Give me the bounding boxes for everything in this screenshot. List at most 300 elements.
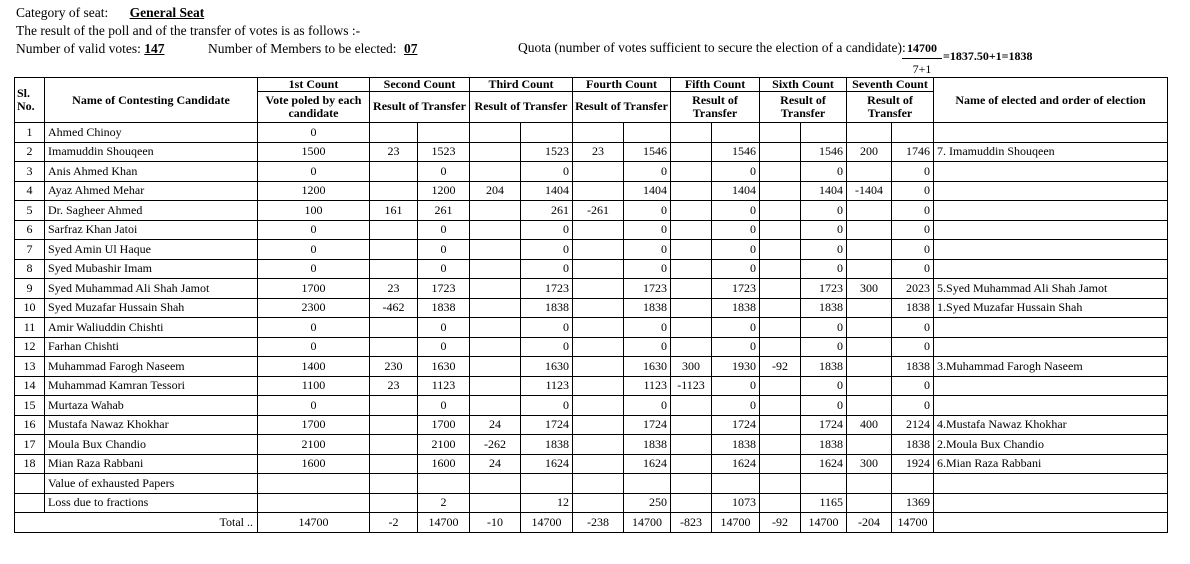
row-cell-t4	[573, 454, 624, 474]
row-cell-t5: -1123	[671, 376, 712, 396]
total-cell-c1: 14700	[258, 513, 370, 533]
row-cell-r4: 1838	[624, 298, 671, 318]
table-row	[15, 240, 1168, 260]
row-cell-r6: 0	[801, 318, 847, 338]
row-cell-t5	[671, 493, 712, 513]
row-cell-t3	[470, 337, 521, 357]
row-elected	[934, 493, 1168, 513]
row-cell-t2: 23	[370, 376, 418, 396]
total-cell-t4: -238	[573, 513, 624, 533]
row-cell-r7: 0	[892, 162, 934, 182]
row-cell-t3	[470, 220, 521, 240]
row-cell-t2	[370, 240, 418, 260]
table-row	[15, 181, 1168, 201]
row-cell-t5	[671, 415, 712, 435]
row-cell-t5	[671, 298, 712, 318]
members-value: 07	[403, 41, 418, 56]
row-cell-c1: 0	[258, 123, 370, 143]
results-body	[15, 123, 1168, 533]
row-cell-t7	[847, 220, 892, 240]
row-cell-c1: 0	[258, 162, 370, 182]
row-cell-r5: 1723	[712, 279, 760, 299]
row-cell-t3: -262	[470, 435, 521, 455]
row-cell-r5	[712, 123, 760, 143]
header-first-count-sub: Vote poled by each candidate	[258, 92, 370, 123]
header-fourth-transfer: Result of Transfer	[573, 92, 671, 123]
row-cell-t4: -261	[573, 201, 624, 221]
row-elected	[934, 337, 1168, 357]
header-third-count: Third Count	[470, 78, 573, 92]
row-cell-t6	[760, 337, 801, 357]
category-line	[16, 6, 204, 20]
row-cell-r2: 1600	[418, 454, 470, 474]
row-cell-t7	[847, 493, 892, 513]
row-cell-r4: 250	[624, 493, 671, 513]
row-cell-t5	[671, 240, 712, 260]
row-cell-r7: 0	[892, 240, 934, 260]
row-sl: 1	[15, 123, 45, 143]
row-cell-t3	[470, 142, 521, 162]
row-cell-t4	[573, 279, 624, 299]
total-row	[15, 513, 1168, 533]
total-cell-r5: 14700	[712, 513, 760, 533]
row-cell-r2: 0	[418, 162, 470, 182]
row-cell-t4	[573, 123, 624, 143]
row-sl: 8	[15, 259, 45, 279]
row-cell-r2: 0	[418, 220, 470, 240]
row-cell-t6	[760, 415, 801, 435]
row-cell-r6: 0	[801, 337, 847, 357]
row-cell-r4: 1123	[624, 376, 671, 396]
row-cell-r7: 0	[892, 201, 934, 221]
row-cell-c1: 0	[258, 259, 370, 279]
row-cell-r2: 1123	[418, 376, 470, 396]
row-cell-c1: 2300	[258, 298, 370, 318]
row-cell-r7: 0	[892, 181, 934, 201]
row-cell-r6: 1838	[801, 298, 847, 318]
total-cell-t2: -2	[370, 513, 418, 533]
row-cell-c1: 0	[258, 318, 370, 338]
members-label: Number of Members to be elected:	[208, 41, 397, 56]
table-row	[15, 220, 1168, 240]
header-first-count: 1st Count	[258, 78, 370, 92]
row-cell-r3: 0	[521, 162, 573, 182]
row-cell-r4: 1624	[624, 454, 671, 474]
row-cell-r2: 0	[418, 318, 470, 338]
row-sl: 10	[15, 298, 45, 318]
row-cell-t7: -1404	[847, 181, 892, 201]
row-cell-r2: 0	[418, 240, 470, 260]
row-cell-c1: 1100	[258, 376, 370, 396]
row-cell-t3	[470, 162, 521, 182]
row-cell-t3: 204	[470, 181, 521, 201]
table-row	[15, 318, 1168, 338]
header-seventh-count: Seventh Count	[847, 78, 934, 92]
row-cell-t4	[573, 162, 624, 182]
row-cell-r5: 1724	[712, 415, 760, 435]
row-cell-r7: 0	[892, 318, 934, 338]
row-candidate-name: Moula Bux Chandio	[45, 435, 258, 455]
row-cell-t3	[470, 318, 521, 338]
total-cell-r3: 14700	[521, 513, 573, 533]
row-cell-r4: 1723	[624, 279, 671, 299]
row-cell-r7: 0	[892, 396, 934, 416]
row-candidate-name: Syed Muhammad Ali Shah Jamot	[45, 279, 258, 299]
row-cell-t2: 230	[370, 357, 418, 377]
row-cell-r5: 0	[712, 396, 760, 416]
row-cell-r5: 1404	[712, 181, 760, 201]
table-row	[15, 357, 1168, 377]
row-cell-t5	[671, 201, 712, 221]
table-row	[15, 415, 1168, 435]
row-cell-t7	[847, 162, 892, 182]
row-cell-r6: 0	[801, 396, 847, 416]
row-cell-c1: 0	[258, 220, 370, 240]
row-cell-t3	[470, 396, 521, 416]
row-cell-t3	[470, 376, 521, 396]
row-cell-t3	[470, 123, 521, 143]
row-elected: 7. Imamuddin Shouqeen	[934, 142, 1168, 162]
row-sl	[15, 493, 45, 513]
row-candidate-name: Syed Muzafar Hussain Shah	[45, 298, 258, 318]
row-cell-t3	[470, 279, 521, 299]
row-cell-r3: 12	[521, 493, 573, 513]
row-cell-r2: 1200	[418, 181, 470, 201]
row-elected	[934, 123, 1168, 143]
row-cell-r6: 1838	[801, 357, 847, 377]
row-sl: 7	[15, 240, 45, 260]
row-cell-t3	[470, 201, 521, 221]
row-elected: 4.Mustafa Nawaz Khokhar	[934, 415, 1168, 435]
header-sixth-transfer: Result of Transfer	[760, 92, 847, 123]
row-cell-t5	[671, 435, 712, 455]
row-sl: 18	[15, 454, 45, 474]
row-elected	[934, 240, 1168, 260]
row-cell-r7: 1838	[892, 357, 934, 377]
row-candidate-name: Loss due to fractions	[45, 493, 258, 513]
row-cell-r2	[418, 474, 470, 494]
row-cell-t4	[573, 357, 624, 377]
table-row	[15, 474, 1168, 494]
row-cell-r4: 1630	[624, 357, 671, 377]
row-elected	[934, 259, 1168, 279]
row-cell-t2: 161	[370, 201, 418, 221]
row-cell-t5	[671, 454, 712, 474]
row-cell-t6	[760, 435, 801, 455]
row-cell-r6: 0	[801, 201, 847, 221]
row-cell-r7	[892, 123, 934, 143]
header-seventh-transfer: Result of Transfer	[847, 92, 934, 123]
row-cell-r3: 1838	[521, 435, 573, 455]
row-cell-t7	[847, 396, 892, 416]
results-table	[14, 77, 1168, 533]
row-cell-t7	[847, 123, 892, 143]
row-cell-t6	[760, 376, 801, 396]
total-label: Total ..	[15, 513, 258, 533]
row-cell-r4: 0	[624, 162, 671, 182]
row-cell-c1	[258, 474, 370, 494]
header-fourth-count: Fourth Count	[573, 78, 671, 92]
table-row	[15, 162, 1168, 182]
row-elected: 2.Moula Bux Chandio	[934, 435, 1168, 455]
row-cell-t2	[370, 259, 418, 279]
header-sixth-count: Sixth Count	[760, 78, 847, 92]
row-cell-t2	[370, 181, 418, 201]
row-cell-r6: 0	[801, 259, 847, 279]
result-line: The result of the poll and of the transfer of votes is as follows :-	[16, 23, 361, 38]
valid-votes-line	[16, 42, 164, 56]
row-cell-t2	[370, 493, 418, 513]
row-cell-r3: 1724	[521, 415, 573, 435]
row-cell-r6: 1165	[801, 493, 847, 513]
quota-denominator: 7+1	[912, 62, 932, 76]
row-cell-t6	[760, 454, 801, 474]
row-cell-t4: 23	[573, 142, 624, 162]
row-cell-t4	[573, 337, 624, 357]
row-cell-r3: 1838	[521, 298, 573, 318]
row-cell-r3: 1624	[521, 454, 573, 474]
row-cell-t6	[760, 201, 801, 221]
table-row	[15, 123, 1168, 143]
row-cell-r3: 1404	[521, 181, 573, 201]
valid-votes-value: 147	[144, 41, 165, 56]
header-sl: Sl. No.	[15, 78, 45, 123]
total-cell-t5: -823	[671, 513, 712, 533]
row-cell-t2	[370, 474, 418, 494]
header-second-transfer: Result of Transfer	[370, 92, 470, 123]
row-elected: 3.Muhammad Farogh Naseem	[934, 357, 1168, 377]
row-elected: 5.Syed Muhammad Ali Shah Jamot	[934, 279, 1168, 299]
row-cell-r4: 0	[624, 201, 671, 221]
row-cell-t2	[370, 162, 418, 182]
row-cell-t4	[573, 376, 624, 396]
row-cell-r5: 1546	[712, 142, 760, 162]
row-cell-t6	[760, 279, 801, 299]
row-cell-r6: 1404	[801, 181, 847, 201]
row-cell-c1: 0	[258, 240, 370, 260]
row-cell-t2	[370, 415, 418, 435]
row-candidate-name: Mustafa Nawaz Khokhar	[45, 415, 258, 435]
row-cell-r3	[521, 123, 573, 143]
row-cell-t7	[847, 337, 892, 357]
row-candidate-name: Murtaza Wahab	[45, 396, 258, 416]
row-cell-t7	[847, 435, 892, 455]
row-cell-t7: 300	[847, 454, 892, 474]
row-cell-r2: 1723	[418, 279, 470, 299]
row-sl: 16	[15, 415, 45, 435]
row-cell-t4	[573, 298, 624, 318]
row-elected: 6.Mian Raza Rabbani	[934, 454, 1168, 474]
row-cell-t5: 300	[671, 357, 712, 377]
row-cell-t4	[573, 181, 624, 201]
row-elected	[934, 376, 1168, 396]
row-cell-t7	[847, 259, 892, 279]
row-cell-t2: -462	[370, 298, 418, 318]
row-elected	[934, 220, 1168, 240]
row-cell-r7: 0	[892, 220, 934, 240]
row-cell-t5	[671, 337, 712, 357]
row-cell-r6: 0	[801, 220, 847, 240]
row-cell-r7: 1838	[892, 435, 934, 455]
row-cell-r7: 2023	[892, 279, 934, 299]
row-cell-r2: 1700	[418, 415, 470, 435]
header-fifth-transfer: Result of Transfer	[671, 92, 760, 123]
table-row	[15, 337, 1168, 357]
table-row	[15, 279, 1168, 299]
row-sl: 13	[15, 357, 45, 377]
row-sl: 9	[15, 279, 45, 299]
row-cell-r7: 1746	[892, 142, 934, 162]
table-row	[15, 259, 1168, 279]
row-cell-t5	[671, 220, 712, 240]
row-cell-r5: 0	[712, 201, 760, 221]
row-cell-r4: 1838	[624, 435, 671, 455]
row-cell-t2	[370, 435, 418, 455]
row-sl: 15	[15, 396, 45, 416]
members-line	[208, 42, 417, 56]
row-cell-c1	[258, 493, 370, 513]
row-cell-r6	[801, 474, 847, 494]
row-cell-t7	[847, 474, 892, 494]
row-cell-t3: 24	[470, 415, 521, 435]
row-cell-t2	[370, 396, 418, 416]
row-cell-t6	[760, 142, 801, 162]
total-cell-r6: 14700	[801, 513, 847, 533]
valid-votes-label: Number of valid votes:	[16, 41, 141, 56]
row-cell-r3: 261	[521, 201, 573, 221]
row-candidate-name: Imamuddin Shouqeen	[45, 142, 258, 162]
row-candidate-name: Muhammad Farogh Naseem	[45, 357, 258, 377]
row-candidate-name: Muhammad Kamran Tessori	[45, 376, 258, 396]
row-cell-t6	[760, 220, 801, 240]
total-cell-t3: -10	[470, 513, 521, 533]
row-cell-r5: 0	[712, 240, 760, 260]
row-cell-c1: 0	[258, 337, 370, 357]
table-row	[15, 493, 1168, 513]
row-cell-c1: 0	[258, 396, 370, 416]
row-cell-t7: 200	[847, 142, 892, 162]
row-cell-r3	[521, 474, 573, 494]
row-elected	[934, 396, 1168, 416]
row-cell-t5	[671, 396, 712, 416]
row-cell-r6: 1724	[801, 415, 847, 435]
row-cell-r5: 0	[712, 337, 760, 357]
row-candidate-name: Ayaz Ahmed Mehar	[45, 181, 258, 201]
row-cell-r4	[624, 474, 671, 494]
row-cell-r3: 1123	[521, 376, 573, 396]
row-cell-r5: 1624	[712, 454, 760, 474]
category-label: Category of seat:	[16, 5, 109, 20]
row-cell-t4	[573, 415, 624, 435]
row-cell-t6	[760, 474, 801, 494]
table-row	[15, 396, 1168, 416]
total-elected	[934, 513, 1168, 533]
row-candidate-name: Sarfraz Khan Jatoi	[45, 220, 258, 240]
row-candidate-name: Syed Mubashir Imam	[45, 259, 258, 279]
row-cell-r4: 1724	[624, 415, 671, 435]
table-row	[15, 454, 1168, 474]
row-sl: 5	[15, 201, 45, 221]
row-cell-t7	[847, 318, 892, 338]
total-cell-r2: 14700	[418, 513, 470, 533]
row-cell-t3: 24	[470, 454, 521, 474]
row-cell-c1: 100	[258, 201, 370, 221]
row-cell-r3: 1630	[521, 357, 573, 377]
row-candidate-name: Amir Waliuddin Chishti	[45, 318, 258, 338]
row-cell-r2: 2	[418, 493, 470, 513]
row-cell-r5: 0	[712, 259, 760, 279]
row-cell-t7: 400	[847, 415, 892, 435]
row-cell-r7: 0	[892, 337, 934, 357]
total-cell-r4: 14700	[624, 513, 671, 533]
row-cell-r3: 0	[521, 220, 573, 240]
row-cell-t6	[760, 298, 801, 318]
row-cell-r3: 0	[521, 240, 573, 260]
quota-result: =1837.50+1=1838	[943, 49, 1033, 63]
row-cell-t6	[760, 240, 801, 260]
row-cell-t4	[573, 259, 624, 279]
row-cell-t4	[573, 493, 624, 513]
header-elected: Name of elected and order of election	[934, 78, 1168, 123]
row-cell-t3	[470, 240, 521, 260]
row-cell-r4: 0	[624, 396, 671, 416]
row-cell-r2: 1523	[418, 142, 470, 162]
row-cell-r3: 0	[521, 396, 573, 416]
row-cell-r4: 0	[624, 259, 671, 279]
quota-fraction	[902, 41, 942, 77]
row-cell-r6: 0	[801, 162, 847, 182]
row-cell-t4	[573, 318, 624, 338]
row-cell-c1: 1200	[258, 181, 370, 201]
row-cell-c1: 1400	[258, 357, 370, 377]
row-cell-t6: -92	[760, 357, 801, 377]
category-value: General Seat	[129, 5, 205, 20]
row-cell-c1: 1700	[258, 415, 370, 435]
row-sl: 4	[15, 181, 45, 201]
row-elected	[934, 201, 1168, 221]
row-cell-t6	[760, 396, 801, 416]
row-elected	[934, 318, 1168, 338]
quota-label: Quota (number of votes sufficient to secure the election of a candidate):	[518, 40, 906, 55]
row-cell-t6	[760, 181, 801, 201]
table-row	[15, 201, 1168, 221]
row-cell-t4	[573, 240, 624, 260]
row-cell-t2	[370, 454, 418, 474]
row-cell-r6: 1546	[801, 142, 847, 162]
row-cell-t5	[671, 259, 712, 279]
row-cell-r7: 1924	[892, 454, 934, 474]
row-cell-r5	[712, 474, 760, 494]
row-cell-t7: 300	[847, 279, 892, 299]
row-cell-t7	[847, 376, 892, 396]
row-cell-t7	[847, 357, 892, 377]
row-cell-r7	[892, 474, 934, 494]
row-cell-r2: 2100	[418, 435, 470, 455]
row-cell-r4: 0	[624, 220, 671, 240]
row-cell-t4	[573, 435, 624, 455]
row-sl: 12	[15, 337, 45, 357]
row-cell-t2	[370, 318, 418, 338]
row-cell-r4	[624, 123, 671, 143]
quota-numerator: 14700	[902, 41, 942, 59]
row-cell-r6	[801, 123, 847, 143]
row-cell-r2: 1630	[418, 357, 470, 377]
row-cell-r3: 0	[521, 337, 573, 357]
row-cell-r3: 0	[521, 318, 573, 338]
row-candidate-name: Farhan Chishti	[45, 337, 258, 357]
row-cell-t7	[847, 240, 892, 260]
row-cell-c1: 2100	[258, 435, 370, 455]
